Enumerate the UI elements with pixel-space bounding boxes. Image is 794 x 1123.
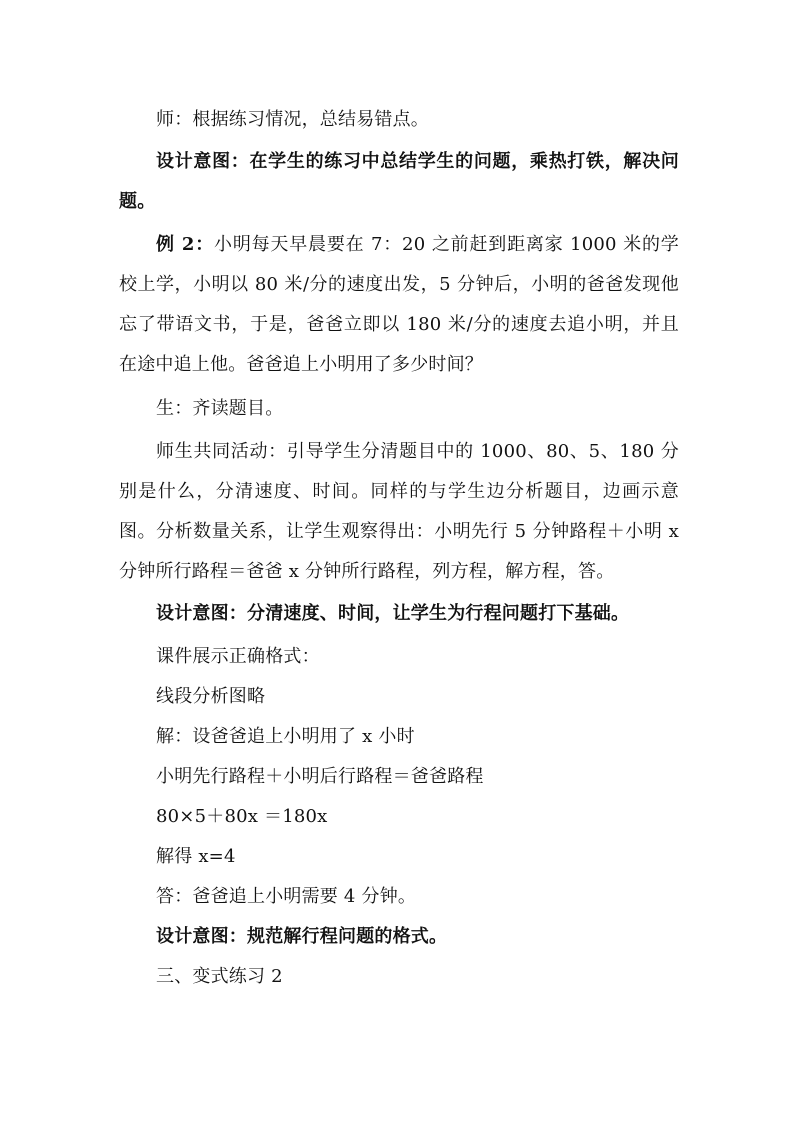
section-heading-variant-practice-2: 三、变式练习 2	[156, 966, 283, 987]
design-intent-paragraph-2: 设计意图：分清速度、时间，让学生为行程问题打下基础。	[156, 603, 630, 624]
example-2-label: 例 2：	[156, 234, 215, 255]
example-2-text: 小明每天早晨要在 7：20 之前赶到距离家 1000 米的学校上学，小明以 80 米/分的速度出发，5 分钟后，小明的爸爸发现他忘了带语文书，于是，爸爸立即以 180 米/分的速度去追小明，并且在途中追上他。爸爸追上小明用了多少时间？	[119, 234, 679, 375]
equation-line: 80×5＋80x ＝180x	[156, 806, 328, 827]
courseware-format-line: 课件展示正确格式：	[156, 646, 320, 667]
solution-result-line: 解得 x=4	[156, 846, 236, 867]
design-intent-paragraph-3: 设计意图：规范解行程问题的格式。	[156, 926, 448, 947]
solution-setup-line: 解：设爸爸追上小明用了 x 小时	[156, 726, 415, 747]
document-body	[119, 100, 679, 997]
student-read-paragraph: 生：齐读题目。	[156, 398, 284, 419]
teacher-summary-paragraph: 师：根据练习情况，总结易错点。	[156, 109, 429, 130]
segment-diagram-line: 线段分析图略	[156, 686, 266, 707]
example-2-paragraph	[119, 225, 679, 385]
design-intent-paragraph-1: 设计意图：在学生的练习中总结学生的问题，乘热打铁，解决问题。	[119, 151, 679, 212]
joint-activity-paragraph: 师生共同活动：引导学生分清题目中的 1000、80、5、180 分别是什么，分清速度、时间。同样的与学生边分析题目，边画示意图。分析数量关系，让学生观察得出：小明先行 5 分钟路程＋小明 x 分钟所行路程＝爸爸 x 分钟所行路程，列方程，解方程，答。	[119, 441, 679, 582]
answer-line: 答：爸爸追上小明需要 4 分钟。	[156, 886, 417, 907]
relationship-line: 小明先行路程＋小明后行路程＝爸爸路程	[156, 766, 484, 787]
